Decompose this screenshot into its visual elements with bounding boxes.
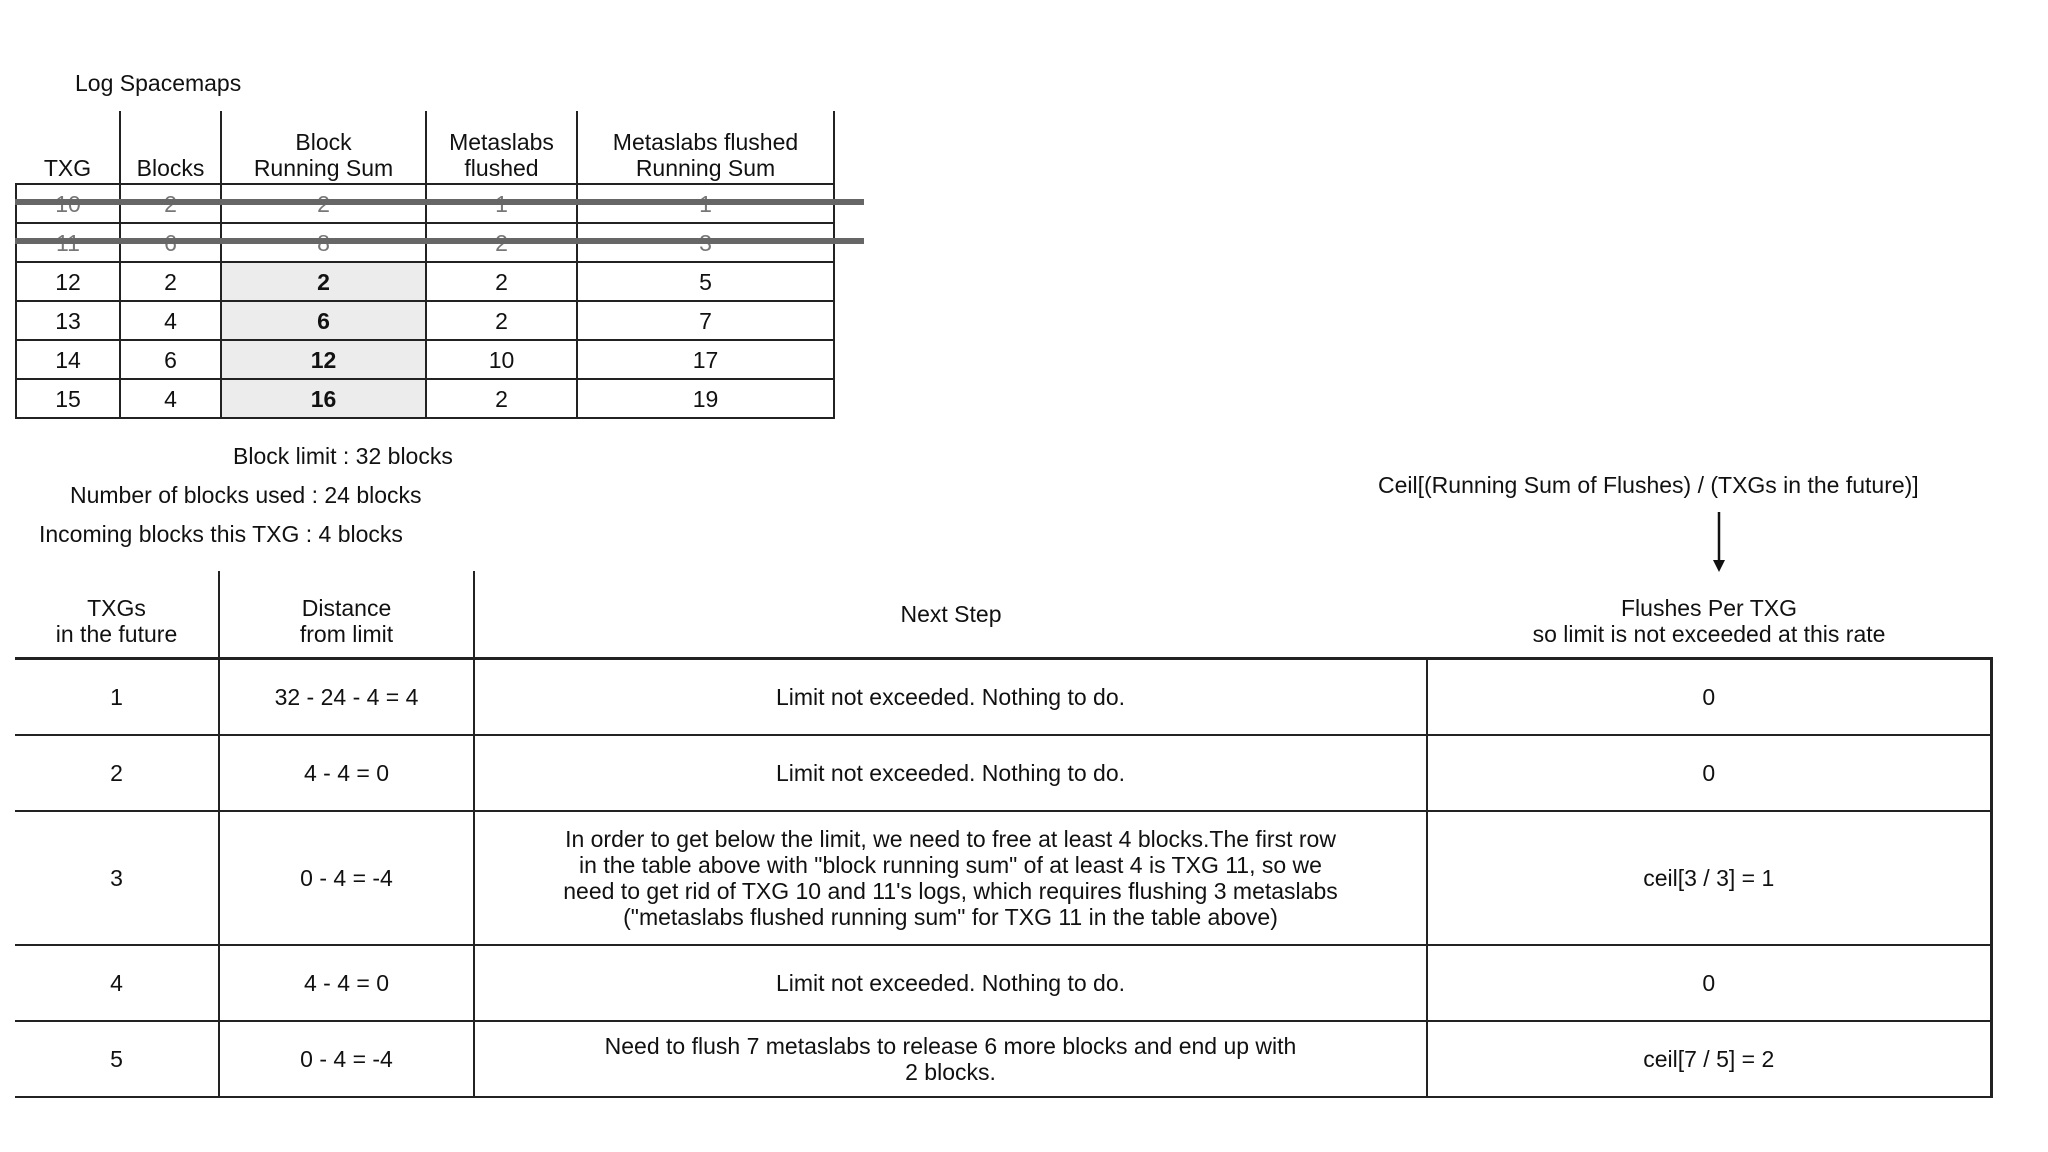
cell-blocks: 4 — [120, 301, 221, 340]
cell-metaslabs-running-sum: 19 — [577, 379, 834, 418]
header-block-running-sum: Block Running Sum — [221, 111, 426, 184]
cell-flushes: 0 — [1427, 945, 1991, 1021]
header-txg: TXG — [43, 155, 92, 181]
next-step-line: Need to flush 7 metaslabs to release 6 more blocks and end up with — [604, 1033, 1297, 1059]
cell-block-running-sum: 2 — [221, 262, 426, 301]
header-blocks: Blocks — [120, 111, 221, 184]
next-step-line: Limit not exceeded. Nothing to do. — [775, 970, 1126, 996]
log-spacemaps-table-container — [15, 111, 833, 419]
table-row — [15, 1021, 1991, 1097]
cell-blocks: 2 — [120, 262, 221, 301]
strikethrough-line-txg-11 — [15, 238, 864, 244]
formula-text: Ceil[(Running Sum of Flushes) / (TXGs in the future)] — [1378, 472, 1919, 498]
table-row — [16, 340, 834, 379]
cell-metaslabs-running-sum: 5 — [577, 262, 834, 301]
cell-txgs-future: 3 — [15, 811, 219, 945]
top-table-body — [16, 184, 834, 418]
cell-txgs-future: 1 — [15, 659, 219, 736]
cell-next-step — [474, 735, 1427, 811]
cell-blocks: 4 — [120, 379, 221, 418]
table-row — [15, 735, 1991, 811]
cell-metaslabs-flushed: 10 — [426, 340, 577, 379]
header-metaslabs-running-sum: Metaslabs flushed Running Sum — [577, 111, 834, 184]
cell-block-running-sum: 12 — [221, 340, 426, 379]
next-step-line: 2 blocks. — [905, 1059, 996, 1085]
table-row — [15, 945, 1991, 1021]
cell-txg: 15 — [16, 379, 120, 418]
cell-distance: 4 - 4 = 0 — [219, 735, 474, 811]
cell-txgs-future: 2 — [15, 735, 219, 811]
table-row — [16, 379, 834, 418]
cell-next-step — [474, 1021, 1427, 1097]
cell-txgs-future: 5 — [15, 1021, 219, 1097]
blocks-used-text: Number of blocks used : 24 blocks — [70, 482, 422, 508]
cell-block-running-sum: 16 — [221, 379, 426, 418]
cell-flushes: ceil[7 / 5] = 2 — [1427, 1021, 1991, 1097]
flush-schedule-table — [15, 571, 1993, 1098]
next-step-line: In order to get below the limit, we need to free at least 4 blocks.The first row — [565, 826, 1336, 852]
bottom-table-body — [15, 659, 1991, 1098]
cell-distance: 32 - 24 - 4 = 4 — [219, 659, 474, 736]
cell-txg: 14 — [16, 340, 120, 379]
header-distance: Distance from limit — [219, 571, 474, 659]
header-metaslabs-flushed: Metaslabs flushed — [426, 111, 577, 184]
cell-flushes: 0 — [1427, 659, 1991, 736]
cell-metaslabs-flushed: 2 — [426, 301, 577, 340]
cell-txgs-future: 4 — [15, 945, 219, 1021]
cell-txg: 12 — [16, 262, 120, 301]
top-table-title: Log Spacemaps — [75, 70, 242, 96]
cell-distance: 4 - 4 = 0 — [219, 945, 474, 1021]
cell-distance: 0 - 4 = -4 — [219, 1021, 474, 1097]
cell-metaslabs-running-sum: 17 — [577, 340, 834, 379]
next-step-line: Limit not exceeded. Nothing to do. — [775, 684, 1126, 710]
table-row — [16, 301, 834, 340]
strikethrough-line-txg-10 — [15, 199, 864, 205]
cell-block-running-sum: 6 — [221, 301, 426, 340]
bottom-table-header-row — [15, 571, 1991, 659]
cell-flushes: ceil[3 / 3] = 1 — [1427, 811, 1991, 945]
top-table-header-row — [16, 111, 834, 184]
header-txgs-future: TXGs in the future — [55, 595, 178, 647]
next-step-line: need to get rid of TXG 10 and 11's logs, which requires flushing 3 metaslabs — [563, 878, 1338, 904]
cell-metaslabs-flushed: 2 — [426, 379, 577, 418]
header-flushes-per-txg: Flushes Per TXG so limit is not exceeded at this rate — [1532, 595, 1886, 647]
cell-next-step — [474, 945, 1427, 1021]
table-row — [15, 811, 1991, 945]
cell-next-step — [474, 811, 1427, 945]
cell-metaslabs-running-sum: 7 — [577, 301, 834, 340]
table-row — [16, 262, 834, 301]
next-step-line: in the table above with "block running sum" of at least 4 is TXG 11, so we — [579, 852, 1322, 878]
next-step-line: Limit not exceeded. Nothing to do. — [775, 760, 1126, 786]
cell-flushes: 0 — [1427, 735, 1991, 811]
block-limit-text: Block limit : 32 blocks — [233, 443, 453, 469]
cell-blocks: 6 — [120, 340, 221, 379]
log-spacemaps-table — [15, 111, 835, 419]
header-next-step: Next Step — [474, 571, 1427, 659]
cell-distance: 0 - 4 = -4 — [219, 811, 474, 945]
down-arrow-icon — [1709, 512, 1729, 574]
cell-txg: 13 — [16, 301, 120, 340]
table-row — [15, 659, 1991, 736]
next-step-line: ("metaslabs flushed running sum" for TXG 11 in the table above) — [623, 904, 1278, 930]
incoming-blocks-text: Incoming blocks this TXG : 4 blocks — [39, 521, 403, 547]
cell-next-step — [474, 659, 1427, 736]
cell-metaslabs-flushed: 2 — [426, 262, 577, 301]
